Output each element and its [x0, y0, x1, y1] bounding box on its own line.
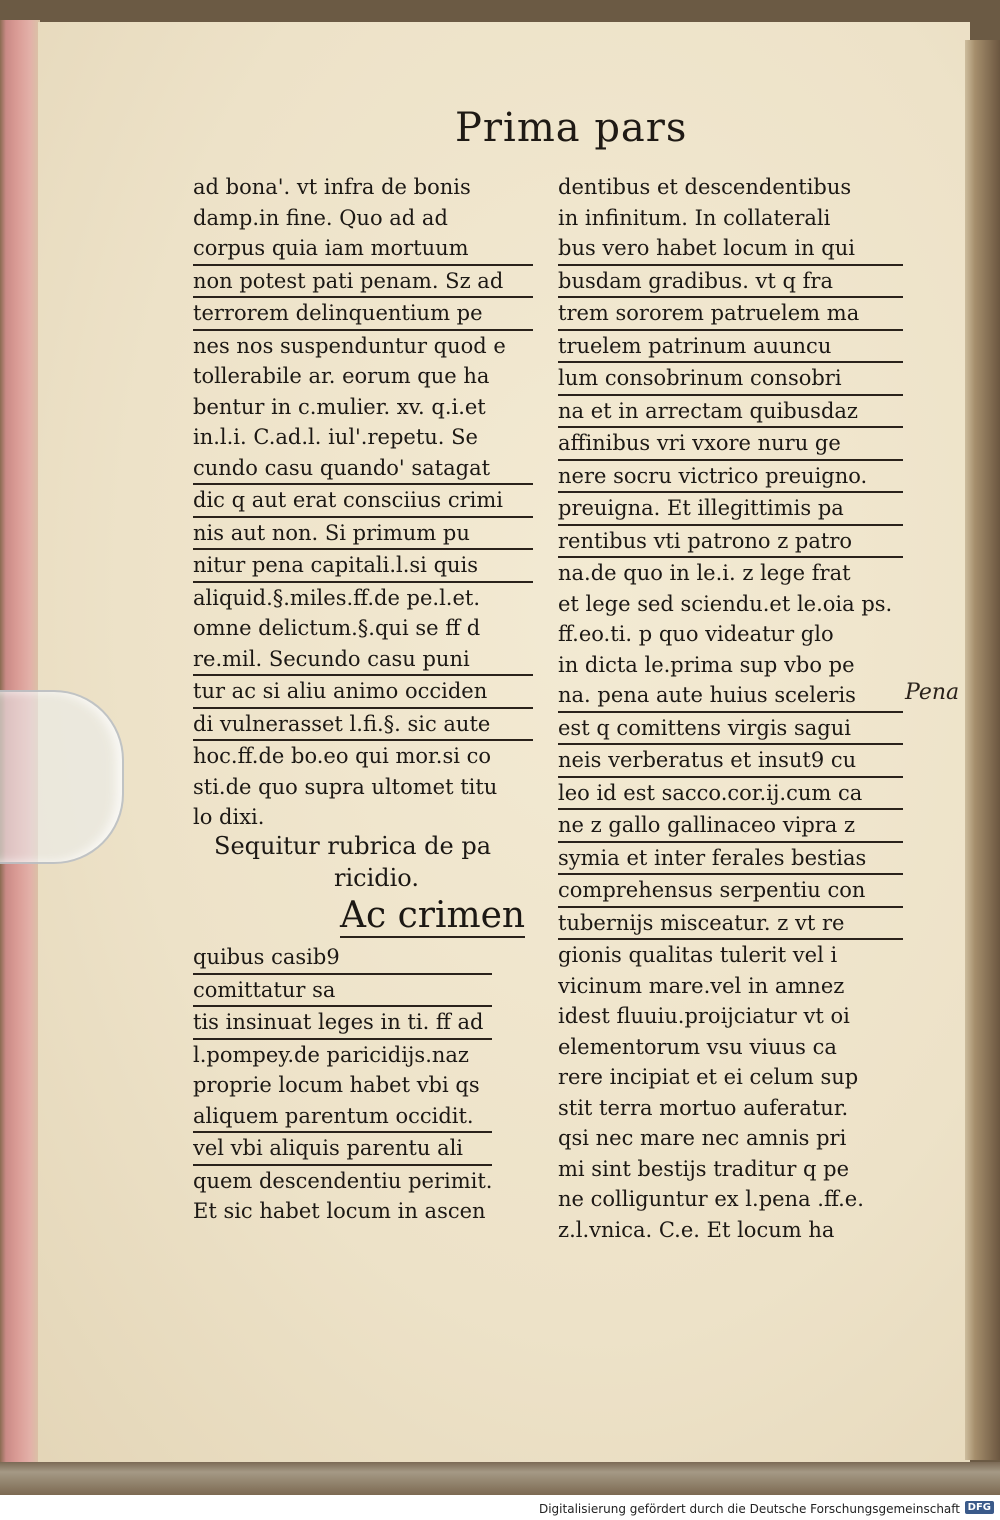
right-column	[558, 172, 903, 1245]
footer-credit: Digitalisierung gefördert durch die Deutsche Forschungsgemeinschaft	[538, 1502, 960, 1516]
text-line: tis insinuat leges in ti. ff ad	[193, 1007, 492, 1040]
text-line: l.pompey.de paricidijs.naz	[193, 1042, 469, 1067]
text-line: terrorem delinquentium pe	[193, 298, 533, 331]
text-line: quibus casib9	[193, 942, 492, 975]
text-line: ne z gallo gallinaceo vipra z	[558, 810, 903, 843]
text-line: quem descendentiu perimit.	[193, 1168, 493, 1193]
text-line: stit terra mortuo auferatur.	[558, 1095, 849, 1120]
text-line: re.mil. Secundo casu puni	[193, 644, 533, 677]
text-line: gionis qualitas tulerit vel i	[558, 943, 838, 967]
rubric-line-2: ricidio.	[334, 864, 419, 892]
text-line: tubernijs misceatur. z vt re	[558, 908, 903, 941]
text-line: affinibus vri vxore nuru ge	[558, 428, 903, 461]
text-line: ne colliguntur ex l.pena .ff.e.	[558, 1187, 864, 1211]
running-head: Prima pars	[455, 105, 688, 151]
dfg-logo: DFG	[965, 1501, 994, 1514]
text-line: in infinitum. In collaterali	[558, 205, 831, 230]
text-line: preuigna. Et illegittimis pa	[558, 493, 903, 526]
text-line: tollerabile ar. eorum que ha	[193, 364, 490, 388]
text-line: vel vbi aliquis parentu ali	[193, 1133, 492, 1166]
incipit-initial: Ac crimen	[340, 895, 526, 936]
text-line: est q comittens virgis sagui	[558, 713, 903, 746]
text-line: comittatur sa	[193, 975, 492, 1008]
text-line: ad bona'. vt infra de bonis	[193, 175, 471, 199]
text-line: nere socru victrico preuigno.	[558, 461, 903, 494]
text-line: di vulnerasset l.fi.§. sic aute	[193, 709, 533, 742]
text-line: damp.in fine. Quo ad ad	[193, 205, 448, 230]
text-line: na et in arrectam quibusdaz	[558, 396, 903, 429]
page-clip	[0, 690, 124, 864]
text-line: na.de quo in le.i. z lege frat	[558, 561, 851, 585]
text-line: tur ac si aliu animo occiden	[193, 676, 533, 709]
text-line: truelem patrinum auuncu	[558, 331, 903, 364]
text-line: busdam gradibus. vt q fra	[558, 266, 903, 299]
text-line: bus vero habet locum in qui	[558, 233, 903, 266]
page-bottom-edge	[0, 1462, 1000, 1495]
text-line: leo id est sacco.cor.ij.cum ca	[558, 778, 903, 811]
text-line: omne delictum.§.qui se ff d	[193, 616, 481, 640]
text-line: dic q aut erat consciius crimi	[193, 485, 533, 518]
text-line: corpus quia iam mortuum	[193, 233, 533, 266]
margin-note: Pena	[905, 680, 960, 705]
text-line: na. pena aute huius sceleris	[558, 680, 903, 713]
text-line: mi sint bestijs traditur q pe	[558, 1156, 850, 1181]
book-gutter	[965, 40, 1000, 1460]
text-line: comprehensus serpentiu con	[558, 875, 903, 908]
text-line: trem sororem patruelem ma	[558, 298, 903, 331]
text-line: rere incipiat et ei celum sup	[558, 1065, 859, 1089]
text-line: et lege sed sciendu.et le.oia ps.	[558, 591, 893, 616]
text-line: vicinum mare.vel in amnez	[558, 973, 845, 998]
text-line: z.l.vnica. C.e. Et locum ha	[558, 1217, 835, 1242]
rubric-line-1: Sequitur rubrica de pa	[214, 832, 492, 860]
text-line: non potest pati penam. Sz ad	[193, 266, 533, 299]
text-line: hoc.ff.de bo.eo qui mor.si co	[193, 744, 492, 768]
text-line: aliquid.§.miles.ff.de pe.l.et.	[193, 585, 481, 610]
text-line: elementorum vsu viuus ca	[558, 1034, 837, 1059]
text-line: lum consobrinum consobri	[558, 363, 903, 396]
text-line: cundo casu quando' satagat	[193, 453, 533, 486]
text-line: ff.eo.ti. p quo videatur glo	[558, 622, 834, 646]
text-line: nis aut non. Si primum pu	[193, 518, 533, 551]
rubric-heading	[214, 830, 491, 894]
left-column-continued	[193, 942, 492, 1227]
footer-bar	[0, 1498, 1000, 1520]
text-line: sti.de quo supra ultomet titu	[193, 774, 498, 799]
text-line: bentur in c.mulier. xv. q.i.et	[193, 394, 486, 419]
text-line: aliquem parentum occidit.	[193, 1101, 492, 1134]
left-column	[193, 172, 533, 833]
text-line: neis verberatus et insut9 cu	[558, 745, 903, 778]
text-line: in dicta le.prima sup vbo pe	[558, 652, 855, 677]
text-line: proprie locum habet vbi qs	[193, 1073, 480, 1097]
text-line: qsi nec mare nec amnis pri	[558, 1126, 847, 1150]
text-line: nes nos suspenduntur quod e	[193, 333, 506, 358]
text-line: rentibus vti patrono z patro	[558, 526, 903, 559]
text-line: idest fluuiu.proijciatur vt oi	[558, 1004, 850, 1028]
text-line: in.l.i. C.ad.l. iul'.repetu. Se	[193, 425, 478, 449]
text-line: nitur pena capitali.l.si quis	[193, 550, 533, 583]
text-line: dentibus et descendentibus	[558, 175, 852, 199]
text-line: symia et inter ferales bestias	[558, 843, 903, 876]
text-line: lo dixi.	[193, 805, 265, 829]
text-line: Et sic habet locum in ascen	[193, 1199, 486, 1223]
